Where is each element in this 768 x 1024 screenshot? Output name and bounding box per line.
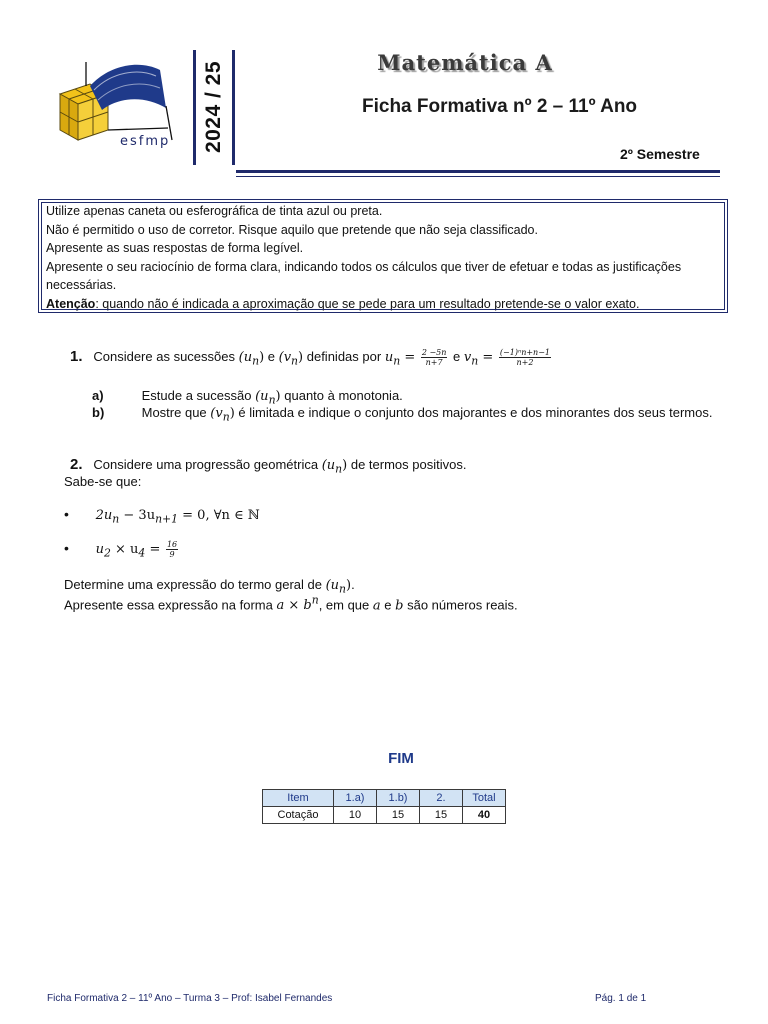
question-text: Considere as sucessões (93, 349, 235, 364)
table-header-cell: 1.b) (377, 790, 420, 807)
known-label: Sabe-se que: (64, 474, 142, 489)
math-sub: n (112, 512, 120, 526)
math-term: a (372, 598, 381, 614)
fraction-denominator: n+7 (425, 358, 443, 368)
attention-label: Atenção (46, 296, 96, 311)
form-line (64, 594, 518, 613)
math-u-seq: (u (238, 350, 253, 365)
fraction-numerator: 16 (166, 540, 178, 550)
math-sub: 4 (138, 546, 146, 560)
instruction-line: Apresente o seu raciocínio de forma clara, indicando todos os cálculos que tiver de efetuar e todas as justificações (46, 259, 682, 274)
subquestion-text: Estude a sucessão (141, 388, 252, 403)
header-rule (236, 170, 720, 173)
question-2-stem: 2. Considere uma progressão geométrica $(u_n)$ de termos positivos. (70, 456, 467, 476)
subquestion-label: b) (92, 405, 105, 420)
fraction-denominator: 9 (169, 550, 175, 560)
instruction-line: Utilize apenas caneta ou esferográfica de tinta azul ou preta. (46, 204, 383, 218)
table-header-row (263, 790, 506, 807)
math-un: u (384, 350, 394, 365)
header-vertical-rule-right (232, 50, 235, 165)
header-vertical-rule-left (193, 50, 196, 165)
table-header-cell: Item (263, 790, 334, 807)
attention-line (46, 295, 720, 314)
attention-text: : quando não é indicada a aproximação que se pede para um resultado pretende-se o valor exato. (95, 296, 640, 311)
table-cell: 10 (334, 807, 377, 824)
condition-1 (64, 506, 260, 526)
math-sup: n (311, 594, 319, 607)
subquestion-text: é limitada e indique o conjunto dos majorantes e dos minorantes dos seus termos. (238, 405, 713, 420)
vn-fraction (499, 348, 551, 367)
math-sub: 2 (104, 546, 111, 560)
math-vn: v (463, 350, 472, 365)
question-number: 1. (70, 348, 83, 365)
question-number: 2. (70, 456, 83, 473)
logo-text: esfmp (120, 134, 171, 149)
determine-line: Determine uma expressão do termo geral de $(u_n)$. (64, 577, 355, 596)
question-text: Apresente essa expressão na forma (64, 597, 273, 613)
score-table (262, 789, 506, 824)
question-text: e (384, 597, 392, 613)
table-header-cell: 2. (420, 790, 463, 807)
school-year: 2024 / 25 (202, 60, 225, 154)
subquestion-text: quanto à monotonia. (284, 388, 403, 403)
page-number: Pág. 1 de 1 (595, 993, 647, 1004)
table-cell-total: 40 (463, 807, 506, 824)
subquestion-text: Mostre que (141, 405, 207, 420)
math-term: = (145, 542, 161, 557)
bullet-icon: • (64, 540, 69, 556)
instruction-line: Não é permitido o uso de corretor. Risque aquilo que pretende que não seja classificado. (46, 222, 538, 237)
bullet-icon: • (64, 506, 69, 522)
instructions-box (38, 199, 728, 313)
math-term: − 3u (119, 508, 156, 523)
math-sub: n (291, 354, 299, 368)
instruction-line: necessárias. (46, 278, 117, 292)
question-text: . (351, 577, 355, 592)
math-term: b (395, 598, 404, 614)
question-text: e (267, 349, 275, 364)
table-cell: 15 (377, 807, 420, 824)
end-marker: FIM (388, 750, 414, 767)
footer-left: Ficha Formativa 2 – 11º Ano – Turma 3 – Prof: Isabel Fernandes (47, 993, 333, 1004)
table-row (263, 807, 506, 824)
math-v-seq: (v (278, 350, 292, 365)
question-text: definidas por (306, 349, 382, 364)
question-text: Considere uma progressão geométrica (93, 457, 319, 472)
question-text: , em que (318, 597, 370, 613)
math-sub: n (252, 354, 260, 368)
math-term: = 0, ∀n ∈ ℕ (178, 508, 260, 523)
condition-fraction (166, 540, 178, 559)
school-logo (50, 56, 180, 156)
question-text: de termos positivos. (350, 457, 467, 472)
question-1a: a) Estude a sucessão $(u_n)$ quanto à monotonia. (92, 388, 403, 407)
question-text: Determine uma expressão do termo geral de (64, 577, 322, 592)
fraction-denominator: n+2 (516, 358, 534, 368)
math-term: a × b (276, 598, 312, 614)
header-rule-thin (236, 176, 720, 177)
math-term: × u (110, 542, 139, 557)
math-term: 2u (95, 508, 113, 523)
question-text: e (453, 349, 461, 364)
math-term: u (95, 542, 104, 557)
condition-2 (64, 540, 180, 560)
math-sub: n+1 (155, 512, 179, 526)
table-header-cell: Total (463, 790, 506, 807)
fraction-numerator: (−1)ⁿn+n−1 (499, 348, 550, 358)
subject-title: Matemática A (377, 50, 553, 75)
question-1b: b) Mostre que $(v_n)$ é limitada e indique o conjunto dos majorantes e dos minorantes dos seus termos. (92, 405, 713, 424)
table-row-label: Cotação (263, 807, 334, 824)
table-cell: 15 (420, 807, 463, 824)
fraction-numerator: 2 −5n (421, 348, 447, 358)
sheet-title: Ficha Formativa nº 2 – 11º Ano (362, 96, 638, 117)
un-fraction (421, 348, 448, 367)
subquestion-label: a) (92, 388, 104, 403)
table-header-cell: 1.a) (334, 790, 377, 807)
instruction-line: Apresente as suas respostas de forma legível. (46, 241, 304, 255)
question-1-stem: 1. Considere as sucessões $(u_n)$ e $(v_n)$ definidas por $u_n$ = $\frac{2 -5n}{n+7}$ e $v_n$ = $\frac{\text{(−1)ⁿn+n−1}}{n+2}$ (70, 348, 550, 368)
question-text: são números reais. (407, 597, 518, 613)
semester: 2º Semestre (620, 146, 700, 162)
